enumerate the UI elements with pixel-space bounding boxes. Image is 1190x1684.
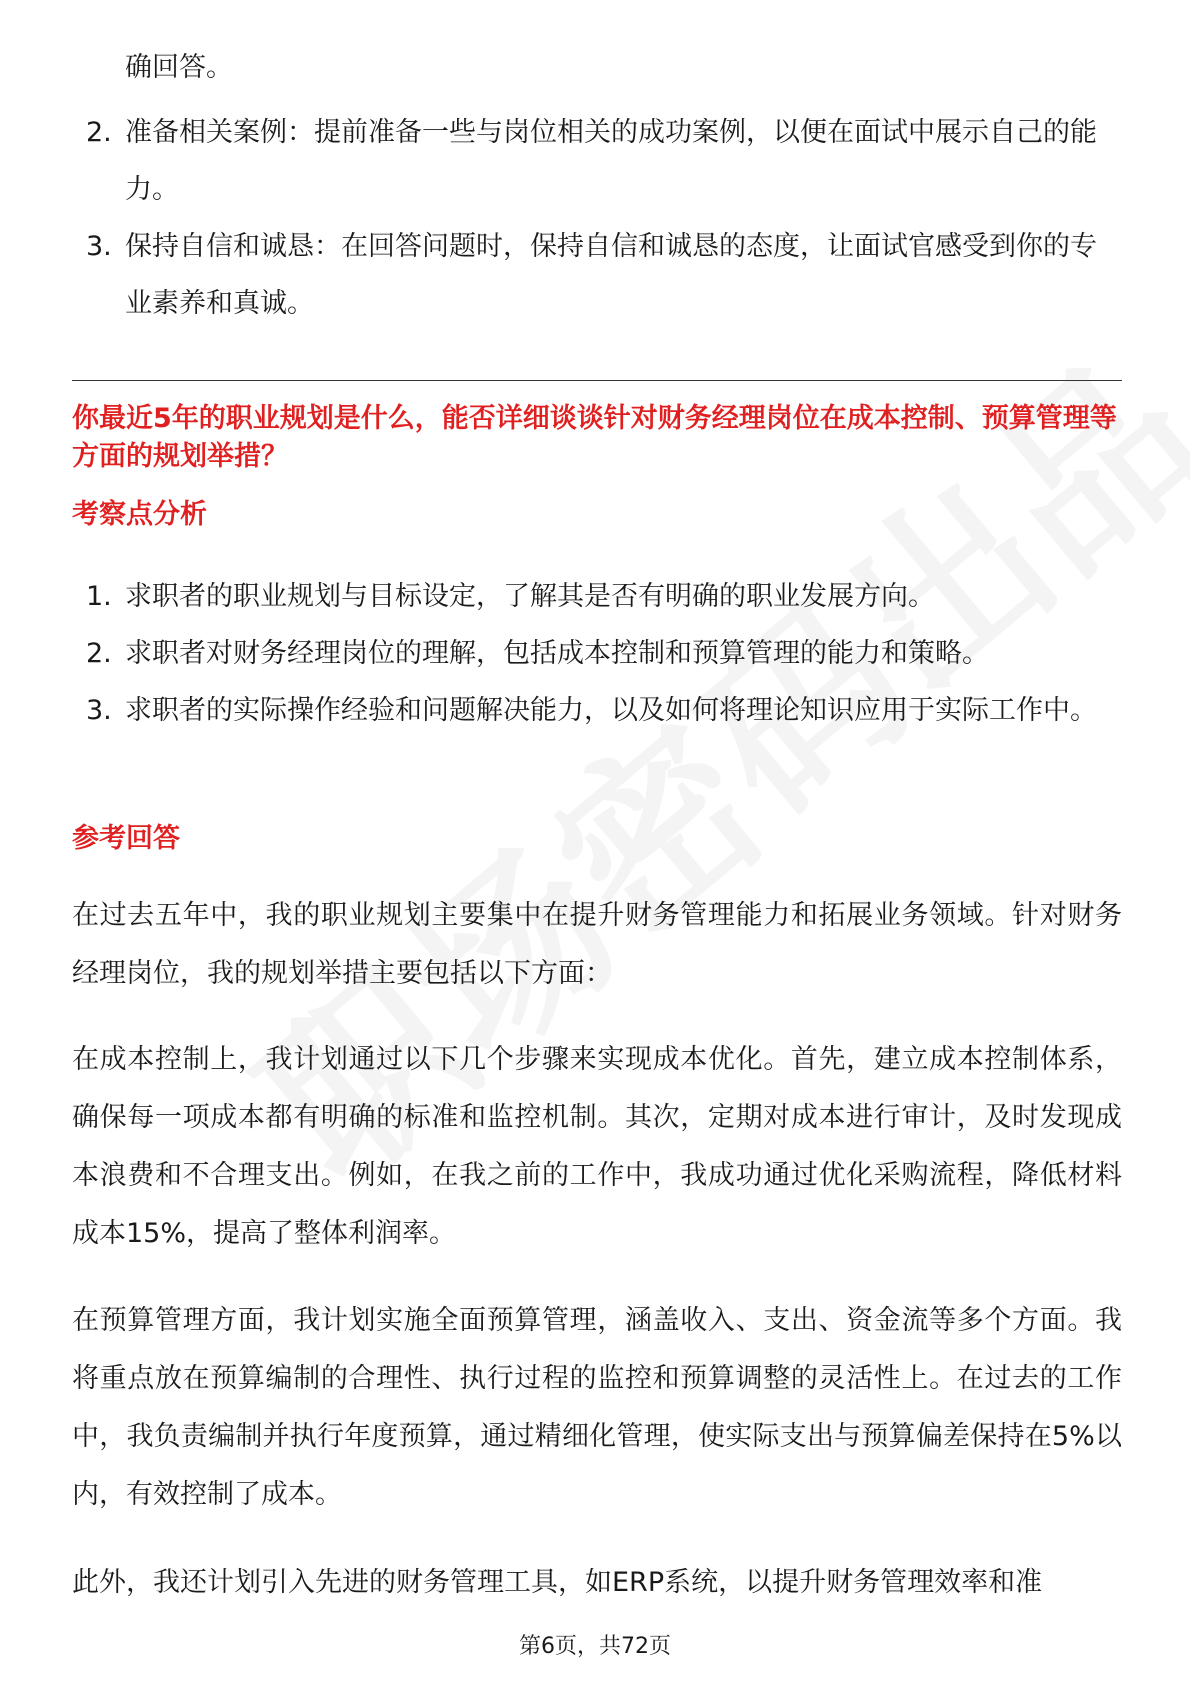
list-number: 1. <box>86 581 112 612</box>
analysis-heading: 考察点分析 <box>72 499 207 530</box>
analysis-list <box>72 568 1122 739</box>
list-item <box>72 104 1122 218</box>
answer-paragraph: 在过去五年中，我的职业规划主要集中在提升财务管理能力和拓展业务领域。针对财务经理岗位，我的规划举措主要包括以下方面： <box>72 900 1122 989</box>
answer-heading: 参考回答 <box>72 823 180 854</box>
list-text: 保持自信和诚恳：在回答问题时，保持自信和诚恳的态度，让面试官感受到你的专业素养和真诚。 <box>125 231 1097 319</box>
list-text: 求职者对财务经理岗位的理解，包括成本控制和预算管理的能力和策略。 <box>125 638 989 669</box>
list-number: 2. <box>86 638 112 669</box>
answer-paragraph: 此外，我还计划引入先进的财务管理工具，如ERP系统，以提升财务管理效率和准 <box>72 1567 1043 1598</box>
section-divider <box>72 380 1122 381</box>
page-footer: 第6页，共72页 <box>519 1634 671 1659</box>
list-item <box>72 568 1122 625</box>
list-number: 3. <box>86 231 112 262</box>
list-number: 2. <box>86 117 112 148</box>
answer-paragraph: 在成本控制上，我计划通过以下几个步骤来实现成本优化。首先，建立成本控制体系，确保每一项成本都有明确的标准和监控机制。其次，定期对成本进行审计，及时发现成本浪费和不合理支出。例如，在我之前的工作中，我成功通过优化采购流程，降低材料成本15%，提高了整体利润率。 <box>72 1044 1122 1249</box>
list-item <box>72 682 1122 739</box>
list-item <box>72 625 1122 682</box>
list-text: 求职者的职业规划与目标设定，了解其是否有明确的职业发展方向。 <box>125 581 935 612</box>
list-number: 3. <box>86 695 112 726</box>
answer-paragraph: 在预算管理方面，我计划实施全面预算管理，涵盖收入、支出、资金流等多个方面。我将重点放在预算编制的合理性、执行过程的监控和预算调整的灵活性上。在过去的工作中，我负责编制并执行年度预算，通过精细化管理，使实际支出与预算偏差保持在5%以内，有效控制了成本。 <box>72 1305 1122 1510</box>
continuation-text: 确回答。 <box>125 52 233 83</box>
list-item <box>72 218 1122 332</box>
list-text: 准备相关案例：提前准备一些与岗位相关的成功案例，以便在面试中展示自己的能力。 <box>125 117 1097 205</box>
list-text: 求职者的实际操作经验和问题解决能力，以及如何将理论知识应用于实际工作中。 <box>125 695 1097 726</box>
question-heading: 你最近5年的职业规划是什么，能否详细谈谈针对财务经理岗位在成本控制、预算管理等方面的规划举措？ <box>72 403 1117 472</box>
previous-tips-list <box>72 104 1122 332</box>
